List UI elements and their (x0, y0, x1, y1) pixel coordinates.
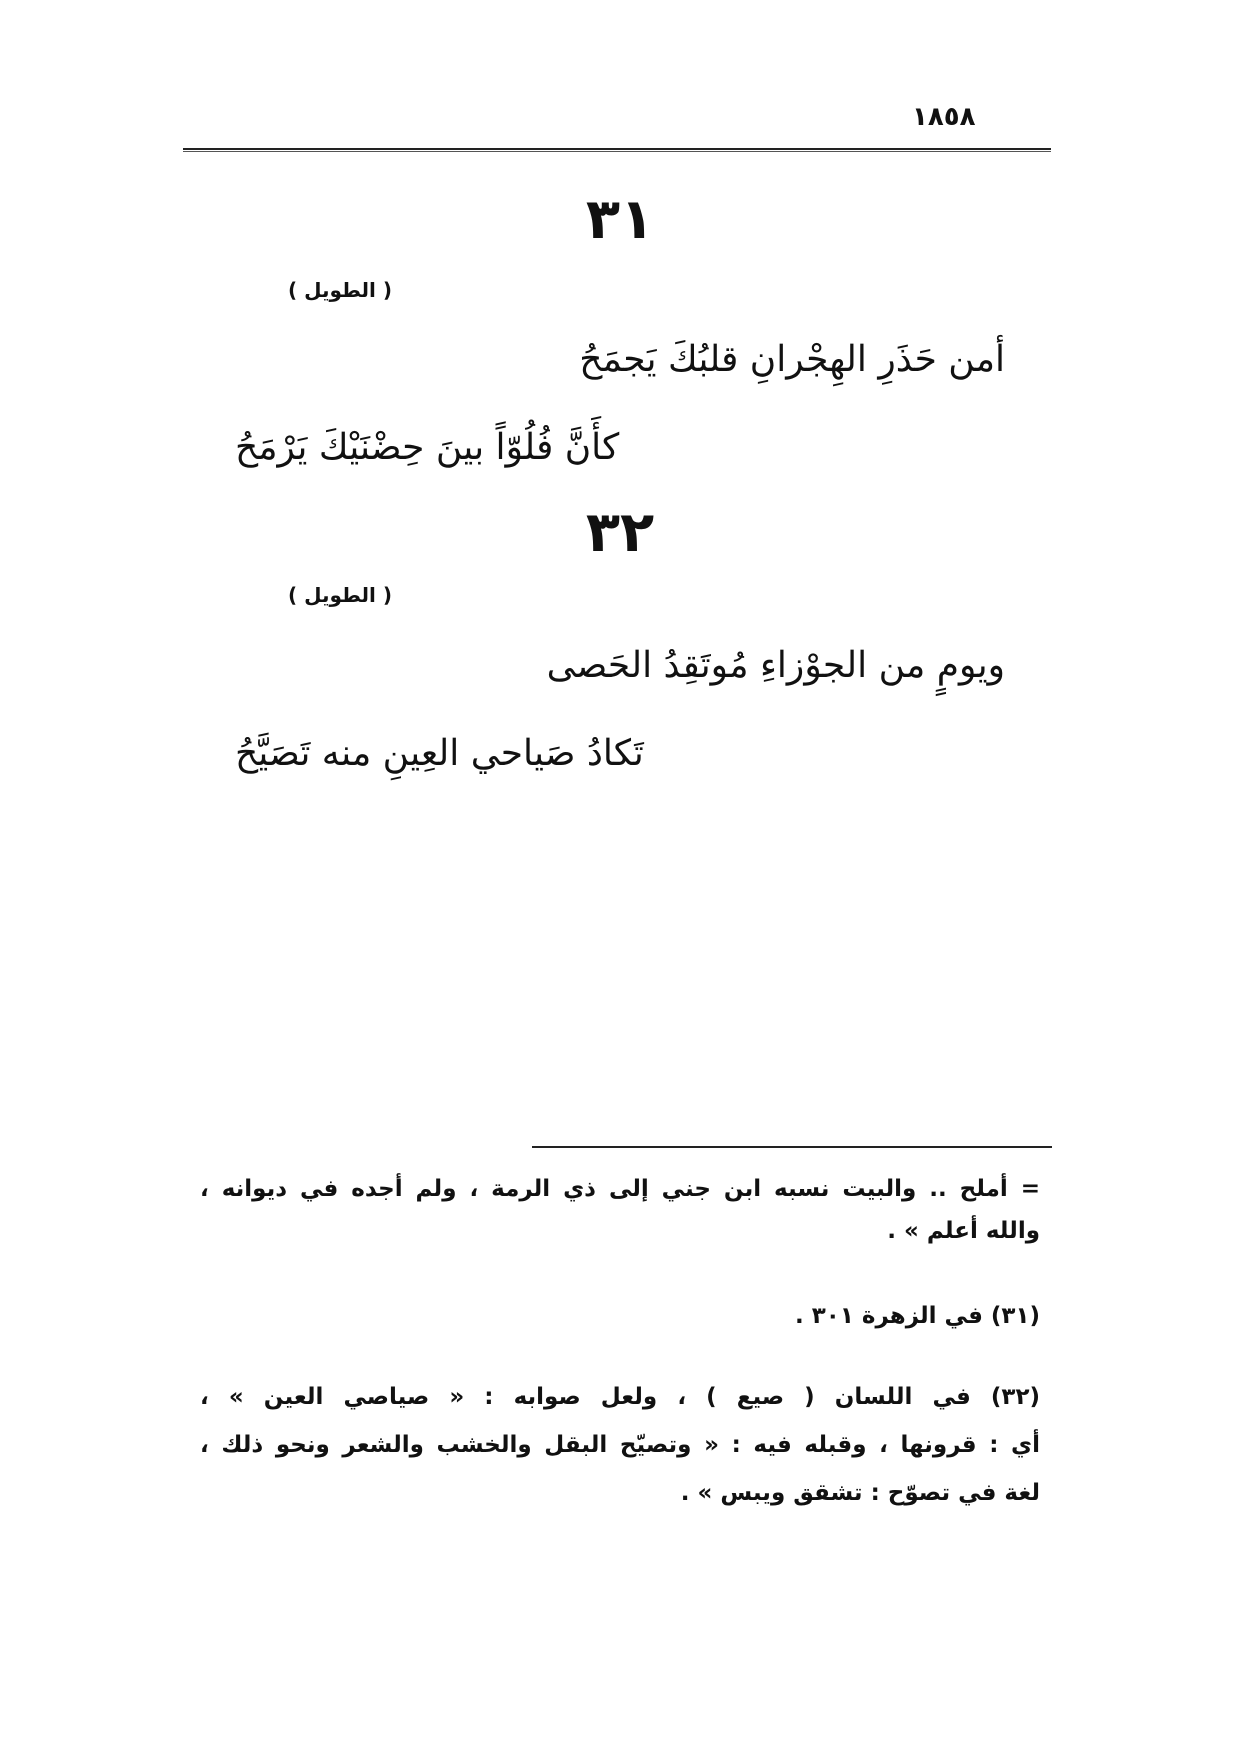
verse-first-hemistich: ويومٍ من الجوْزاءِ مُوتَقِدُ الحَصى (546, 645, 1005, 686)
footnote-continued-line: = أملح .. والبيت نسبه ابن جني إلى ذي الرمة ، ولم أجده في ديوانه ، (200, 1176, 1040, 1202)
verse-first-hemistich: أمن حَذَرِ الهِجْرانِ قلبُكَ يَجمَحُ (579, 339, 1005, 380)
header-rule (183, 148, 1051, 152)
footnote-rule (532, 1146, 1052, 1148)
poem-meter: ( الطويل ) (288, 278, 392, 302)
poem-number: ٣١ (585, 187, 655, 252)
verse-second-hemistich: كأَنَّ فُلُوّاً بينَ حِضْنَيْكَ يَرْمَحُ (235, 427, 620, 468)
poem-number: ٣٢ (585, 500, 655, 565)
verse-second-hemistich: تَكادُ صَياحي العِينِ منه تَصَيَّحُ (235, 733, 644, 774)
footnote-32-line: (٣٢) في اللسان ( صيع ) ، ولعل صوابه : « صياصي العين » ، (200, 1384, 1040, 1410)
poem-meter: ( الطويل ) (288, 583, 392, 607)
footnote-32-line: أي : قرونها ، وقبله فيه : « وتصيّح البقل والخشب والشعر ونحو ذلك ، (200, 1432, 1040, 1458)
page-number: ١٨٥٨ (912, 102, 976, 132)
footnote-31: (٣١) في الزهرة ٣٠١ . (795, 1303, 1040, 1329)
footnote-32-line: لغة في تصوّح : تشقق ويبس » . (680, 1480, 1040, 1506)
footnote-continued-line: والله أعلم » . (887, 1218, 1040, 1244)
